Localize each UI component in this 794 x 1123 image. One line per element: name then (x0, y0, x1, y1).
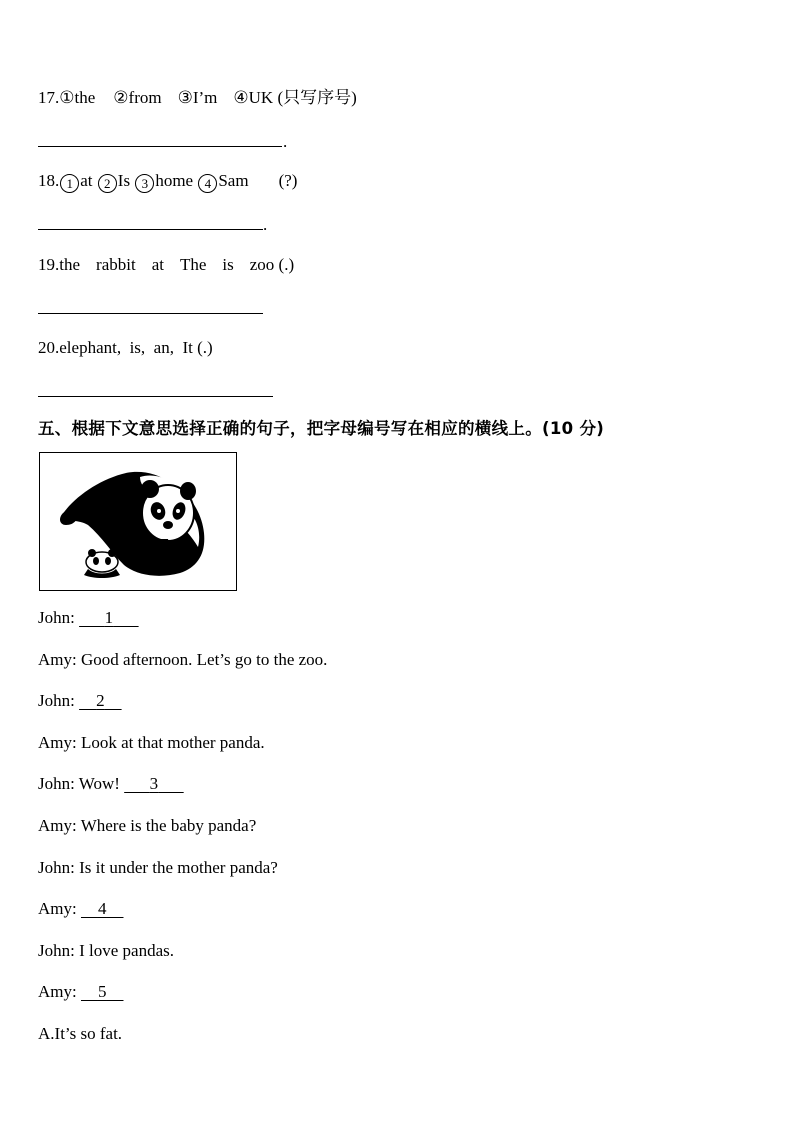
answer-line (38, 229, 263, 230)
dialogue-line (38, 817, 256, 834)
speaker-name: John: (38, 941, 75, 960)
scrambled-word: at (151, 255, 164, 274)
speaker-name: Amy: (38, 733, 77, 752)
option-word: from (128, 88, 162, 107)
option-word: UK (248, 88, 274, 107)
dialogue-line (38, 942, 174, 959)
panda-picture (39, 452, 237, 591)
option-word: Is (117, 171, 131, 190)
scrambled-word: The (179, 255, 207, 274)
dialogue-text: Where is the baby panda? (80, 816, 257, 835)
question-18 (38, 172, 297, 193)
dialogue-line (38, 775, 184, 792)
speaker-name: Amy: (38, 982, 77, 1001)
speaker-name: John: (38, 858, 75, 877)
speaker-name: John: (38, 608, 75, 627)
line-end-period: . (283, 132, 288, 151)
dialogue-text: Is it under the mother panda? (79, 858, 278, 877)
question-number: 19. (38, 255, 60, 274)
answer-line (38, 146, 282, 147)
option-marker: ② (113, 88, 129, 107)
answer-option: A.It’s so fat. (38, 1024, 123, 1043)
dialogue-line (38, 651, 327, 668)
answer-line (38, 313, 263, 314)
dialogue-line (38, 692, 122, 709)
punctuation-hint: (.) (197, 338, 213, 357)
option-marker: ① (59, 88, 75, 107)
instruction-note: (只写序号) (277, 88, 357, 107)
answer-blank: 3 (149, 774, 159, 793)
dialogue-text: I love pandas. (79, 941, 174, 960)
option-word: at (80, 171, 93, 190)
option-word: home (155, 171, 194, 190)
circled-number: 4 (198, 174, 217, 193)
question-number: 18. (38, 171, 60, 190)
answer-line (38, 396, 273, 397)
dialogue-text: Look at that mother panda. (80, 733, 265, 752)
option-word: Sam (218, 171, 249, 190)
scrambled-word: is (222, 255, 234, 274)
option-marker: ③ (177, 88, 193, 107)
question-20 (38, 339, 213, 356)
section-heading: 五、根据下文意思选择正确的句子，把字母编号写在相应的横线上。(10 分) (38, 419, 605, 438)
dialogue-line (38, 734, 265, 751)
speaker-name: John: (38, 691, 75, 710)
question-19 (38, 256, 294, 273)
speaker-name: Amy: (38, 816, 77, 835)
speaker-name: John: (38, 774, 75, 793)
answer-blank: 5 (97, 982, 107, 1001)
question-number: 20. (38, 338, 60, 357)
dialogue-line (38, 983, 123, 1000)
scrambled-word: the (59, 255, 81, 274)
answer-blank: 2 (96, 691, 105, 710)
dialogue-text: Good afternoon. Let’s go to the zoo. (80, 650, 328, 669)
question-17 (38, 89, 357, 106)
dialogue-line (38, 900, 123, 917)
scrambled-words: elephant, is, an, It (59, 338, 193, 357)
panda-illustration (40, 453, 236, 590)
speaker-name: Amy: (38, 650, 77, 669)
scrambled-word: rabbit (96, 255, 136, 274)
answer-blank: 1 (104, 608, 114, 627)
circled-number: 3 (135, 174, 154, 193)
speaker-name: Amy: (38, 899, 77, 918)
punctuation-hint: (.) (278, 255, 295, 274)
scrambled-word: zoo (249, 255, 275, 274)
circled-number: 2 (98, 174, 117, 193)
dialogue-text: Wow! (78, 774, 120, 793)
circled-number: 1 (60, 174, 79, 193)
question-number: 17. (38, 88, 60, 107)
dialogue-line (38, 609, 139, 626)
option-marker: ④ (233, 88, 249, 107)
option-word: the (74, 88, 96, 107)
punctuation-hint: (?) (278, 171, 298, 190)
dialogue-line (38, 859, 278, 876)
answer-blank: 4 (97, 899, 107, 918)
option-word: I’m (192, 88, 218, 107)
line-end-period: . (263, 215, 268, 234)
